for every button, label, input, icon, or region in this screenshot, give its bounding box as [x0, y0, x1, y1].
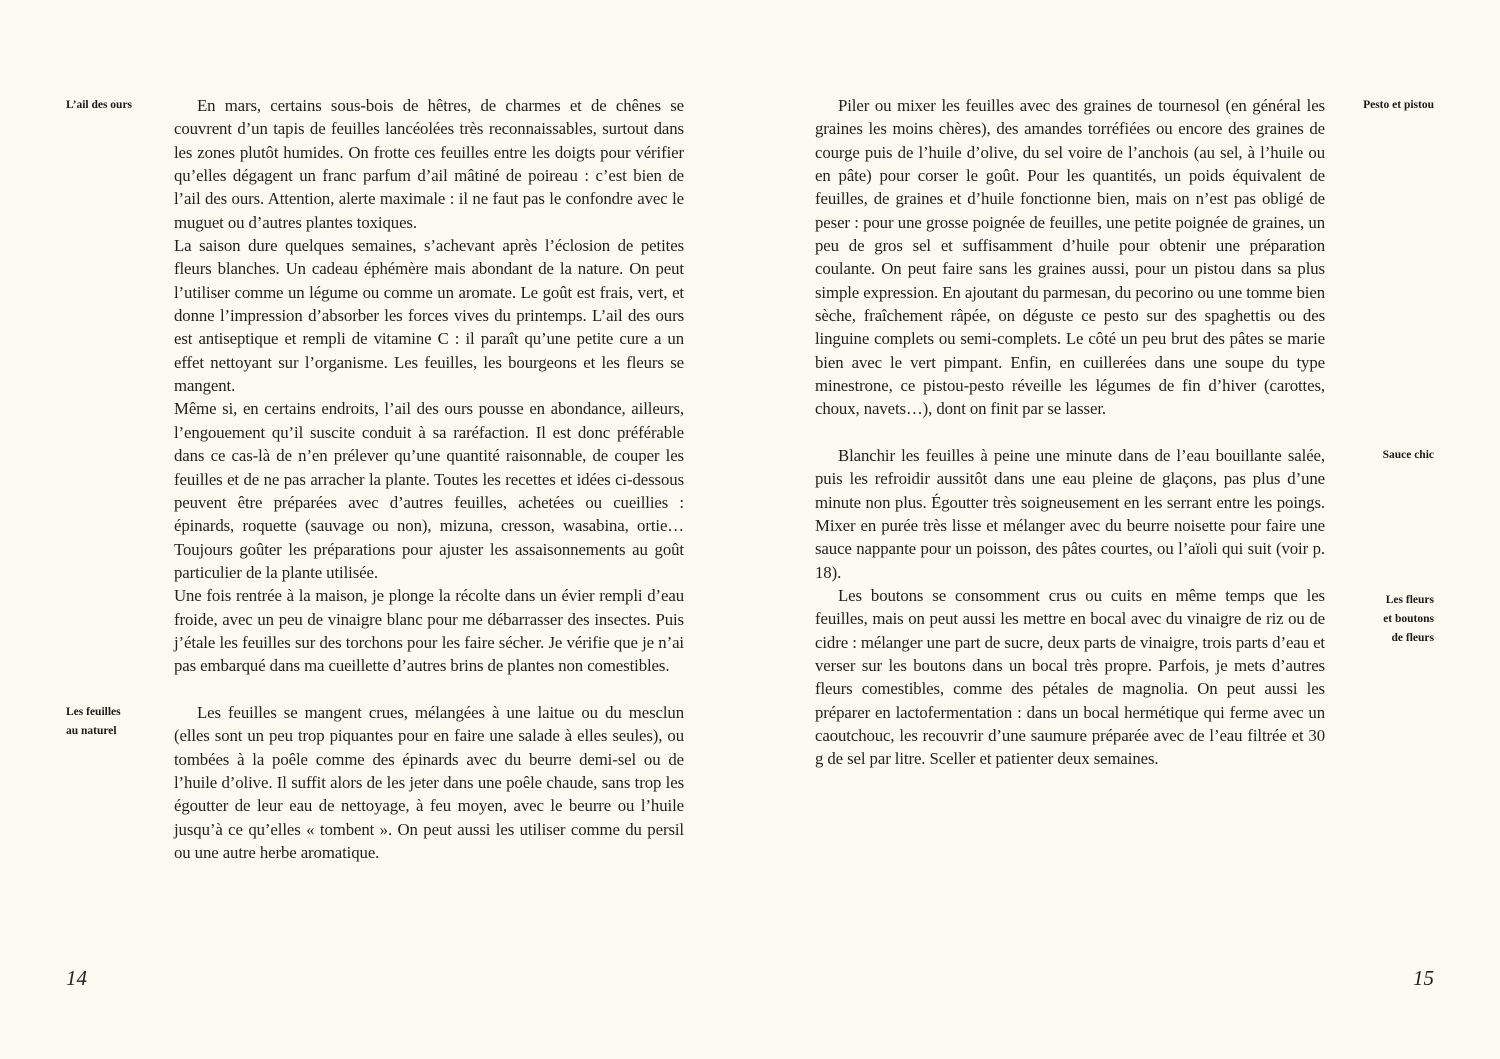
sidenote-line: Sauce chic: [1382, 449, 1434, 461]
page-number: 15: [1413, 966, 1434, 990]
sidenote-sauce-chic: [1324, 446, 1434, 465]
paragraph: La saison dure quelques semaines, s’achevant après l’éclosion de petites fleurs blanches. Un cadeau éphémère mais abondant de la nature. On peut l’utiliser comme un légume ou comme un aromate. Le goût est frais, vert, et donne l’impression d’absorber les forces vives du printemps. L’ail des ours est antiseptique et rempli de vitamine C : il paraît qu’une petite cure a un effet nettoyant sur l’organisme. Les feuilles, les bourgeons et les fleurs se mangent.: [174, 236, 684, 396]
sidenote-line: et boutons: [1383, 613, 1434, 625]
paragraph: Les feuilles se mangent crues, mélangées à une laitue ou du mesclun (elles sont un peu trop piquantes pour en faire une salade à elles seules), ou tombées à la poêle comme des épinards avec du beurre demi-sel ou de l’huile d’olive. Il suffit alors de les jeter dans une poêle chaude, sans trop les égoutter de leur eau de nettoyage, à feu moyen, avec le beurre ou l’huile jusqu’à ce qu’elles « tombent ». On peut aussi les utiliser comme du persil ou une autre herbe aromatique.: [174, 703, 684, 863]
sidenote-ail-des-ours: [66, 96, 166, 115]
section-fleurs-et-boutons: [815, 584, 1325, 771]
paragraph: Piler ou mixer les feuilles avec des graines de tournesol (en général les graines les moins chères), des amandes torréfiées ou encore des graines de courge puis de l’huile d’olive, du sel voire de l’anchois (au sel, à l’huile ou en pâte) pour corser le goût. Pour les quantités, un poids équivalent de feuilles, de graines et d’huile fonctionne bien, mais on n’est pas obligé de peser : pour une grosse poignée de feuilles, une petite poignée de graines, un peu de gros sel et suffisamment d’huile pour obtenir une préparation coulante. On peut faire sans les graines aussi, pour un pistou dans sa plus simple expression. En ajoutant du parmesan, du pecorino ou une tomme bien sèche, fraîchement râpée, on déguste ce pesto sur des spaghettis ou des linguine complets ou semi-complets. Le côté un peu brut des pâtes se marie bien avec le vert pimpant. Enfin, en cuillerées dans une soupe du type minestrone, ce pistou-pesto réveille les légumes de fin d’hiver (carottes, choux, navets…), dont on finit par se lasser.: [815, 96, 1325, 419]
sidenote-line: au naturel: [66, 725, 117, 737]
sidenote-line: Les fleurs: [1385, 594, 1434, 606]
paragraph: Blanchir les feuilles à peine une minute dans de l’eau bouillante salée, puis les refroidir aussitôt dans une eau pleine de glaçons, pas plus d’une minute non plus. Égoutter très soigneusement en les serrant entre les poings. Mixer en purée très lisse et mélanger avec du beurre noisette pour faire une sauce nappante pour un poisson, des pâtes courtes, ou l’aïoli qui suit (voir p. 18).: [815, 446, 1325, 582]
page-number: 14: [66, 966, 87, 990]
section-feuilles-au-naturel: [174, 701, 684, 864]
paragraph: Une fois rentrée à la maison, je plonge la récolte dans un évier rempli d’eau froide, avec un peu de vinaigre blanc pour me débarrasser des insectes. Puis j’étale les feuilles sur des torchons pour les faire sécher. Je vérifie que je n’ai pas embarqué dans ma cueillette d’autres brins de plantes non comestibles.: [174, 586, 684, 676]
section-ail-des-ours: [174, 94, 684, 678]
sidenote-feuilles-au-naturel: [66, 703, 166, 741]
right-page: [750, 0, 1500, 1059]
sidenote-fleurs-et-boutons: [1324, 591, 1434, 648]
sidenote-line: L’ail des ours: [66, 99, 133, 111]
paragraph: Même si, en certains endroits, l’ail des ours pousse en abondance, ailleurs, l’engouement qu’il suscite conduit à sa raréfaction. Il est donc préférable dans ce cas-là de n’en prélever qu’une quantité raisonnable, de couper les feuilles et de ne pas arracher la plante. Toutes les recettes et idées ci-dessous peuvent être préparées avec d’autres feuilles, achetées ou cueillies : épinards, roquette (sauvage ou non), mizuna, cresson, wasabina, ortie… Toujours goûter les préparations pour ajuster les assaisonnements au goût particulier de la plante utilisée.: [174, 399, 684, 582]
section-sauce-chic: [815, 444, 1325, 584]
sidenote-line: Les feuilles: [66, 706, 121, 718]
sidenote-line: de fleurs: [1391, 632, 1434, 644]
paragraph: Les boutons se consomment crus ou cuits en même temps que les feuilles, mais on peut aussi les mettre en bocal avec du vinaigre de riz ou de cidre : mélanger une part de sucre, deux parts de vinaigre, trois parts d’eau et verser sur les boutons dans un bocal très propre. Parfois, je mets d’autres fleurs comestibles, comme des pétales de magnolia. On peut aussi les préparer en lactofermentation : dans un bocal hermétique qui ferme avec un caoutchouc, les recouvrir d’une saumure préparée avec de l’eau filtrée et 30 g de sel par litre. Sceller et patienter deux semaines.: [815, 586, 1325, 769]
sidenote-pesto-et-pistou: [1324, 96, 1434, 115]
section-pesto-et-pistou: [815, 94, 1325, 421]
sidenote-line: Pesto et pistou: [1363, 99, 1434, 111]
paragraph: En mars, certains sous-bois de hêtres, de charmes et de chênes se couvrent d’un tapis de feuilles lancéolées très reconnaissables, surtout dans les zones plutôt humides. On frotte ces feuilles entre les doigts pour vérifier qu’elles dégagent un franc parfum d’ail mâtiné de poireau : c’est bien de l’ail des ours. Attention, alerte maximale : il ne faut pas le confondre avec le muguet ou d’autres plantes toxiques.: [174, 96, 684, 232]
